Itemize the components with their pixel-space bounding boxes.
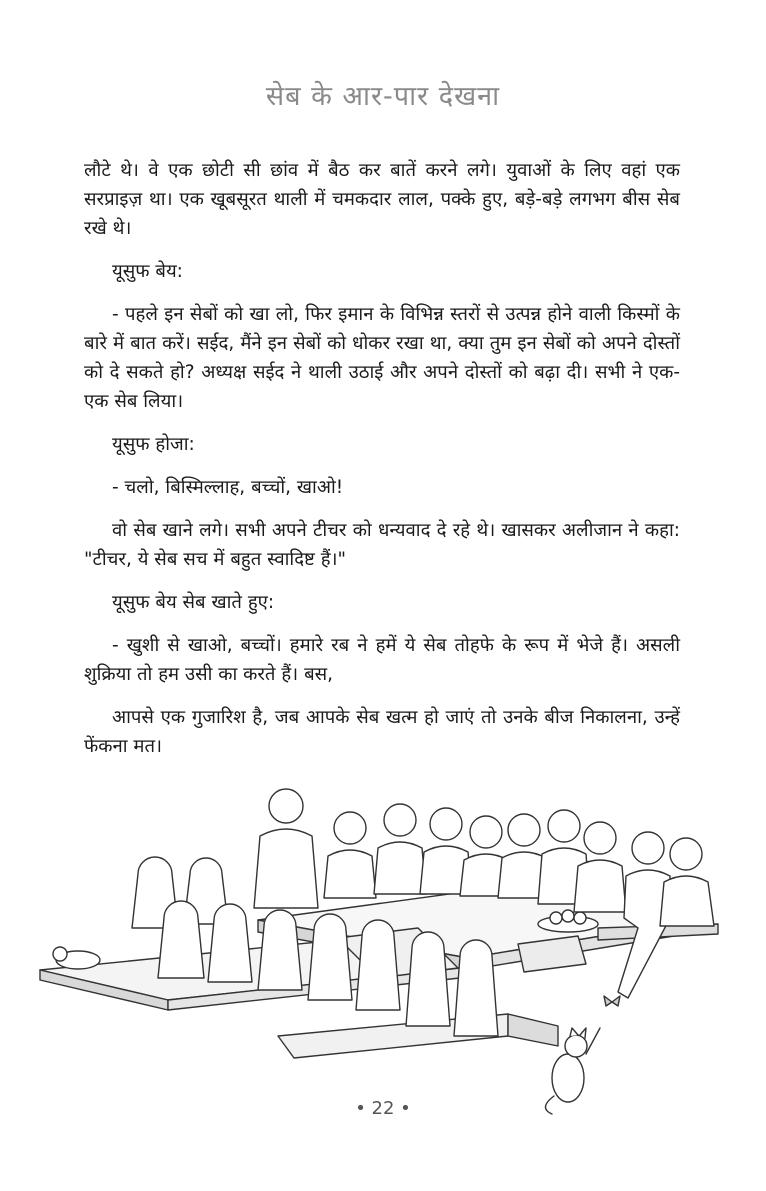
classroom-illustration <box>38 778 728 1118</box>
paragraph: वो सेब खाने लगे। सभी अपने टीचर को धन्यवाद दे रहे थे। खासकर अलीजान ने कहा: "टीचर, ये सेब सच में बहुत स्वादिष्ट हैं।" <box>84 520 680 570</box>
paragraph: लौटे थे। वे एक छोटी सी छांव में बैठ कर बातें करने लगे। युवाओं के लिए वहां एक सरप्राइज़ था। एक खूबसूरत थाली में चमकदार लाल, पक्के हुए, बड़े-बड़े लगभग बीस सेब रखे थे। <box>84 160 680 239</box>
paragraph: - चलो, बिस्मिल्लाह, बच्चों, खाओ! <box>112 477 344 498</box>
body-text <box>84 156 680 775</box>
page-header-title: सेब के आर-पार देखना <box>265 81 501 112</box>
paragraph: यूसुफ होजा: <box>112 434 195 455</box>
paragraph: - खुशी से खाओ, बच्चों। हमारे रब ने हमें ये सेब तोहफे के रूप में भेजे हैं। असली शुक्रिया तो हम उसी का करते हैं। बस, <box>84 635 680 685</box>
page-number: • 22 • <box>355 1098 411 1119</box>
paragraph: - पहले इन सेबों को खा लो, फिर इमान के विभिन्न स्तरों से उत्पन्न होने वाली किस्मों के बारे में बात करें। सईद, मैंने इन सेबों को धोकर रखा था, क्या तुम इन सेबों को अपने दोस्तों को दे सकते हो? अध्यक्ष सईद ने थाली उठाई और अपने दोस्तों को बढ़ा दी। सभी ने एक-एक सेब लिया। <box>84 304 680 412</box>
paragraph: यूसुफ बेय: <box>112 261 183 282</box>
butterfly <box>604 996 620 1006</box>
paragraph: आपसे एक गुजारिश है, जब आपके सेब खत्म हो जाएं तो उनके बीज निकालना, उन्हें फेंकना मत। <box>84 707 680 757</box>
cat-lying <box>53 947 100 969</box>
paragraph: यूसुफ बेय सेब खाते हुए: <box>112 592 275 613</box>
